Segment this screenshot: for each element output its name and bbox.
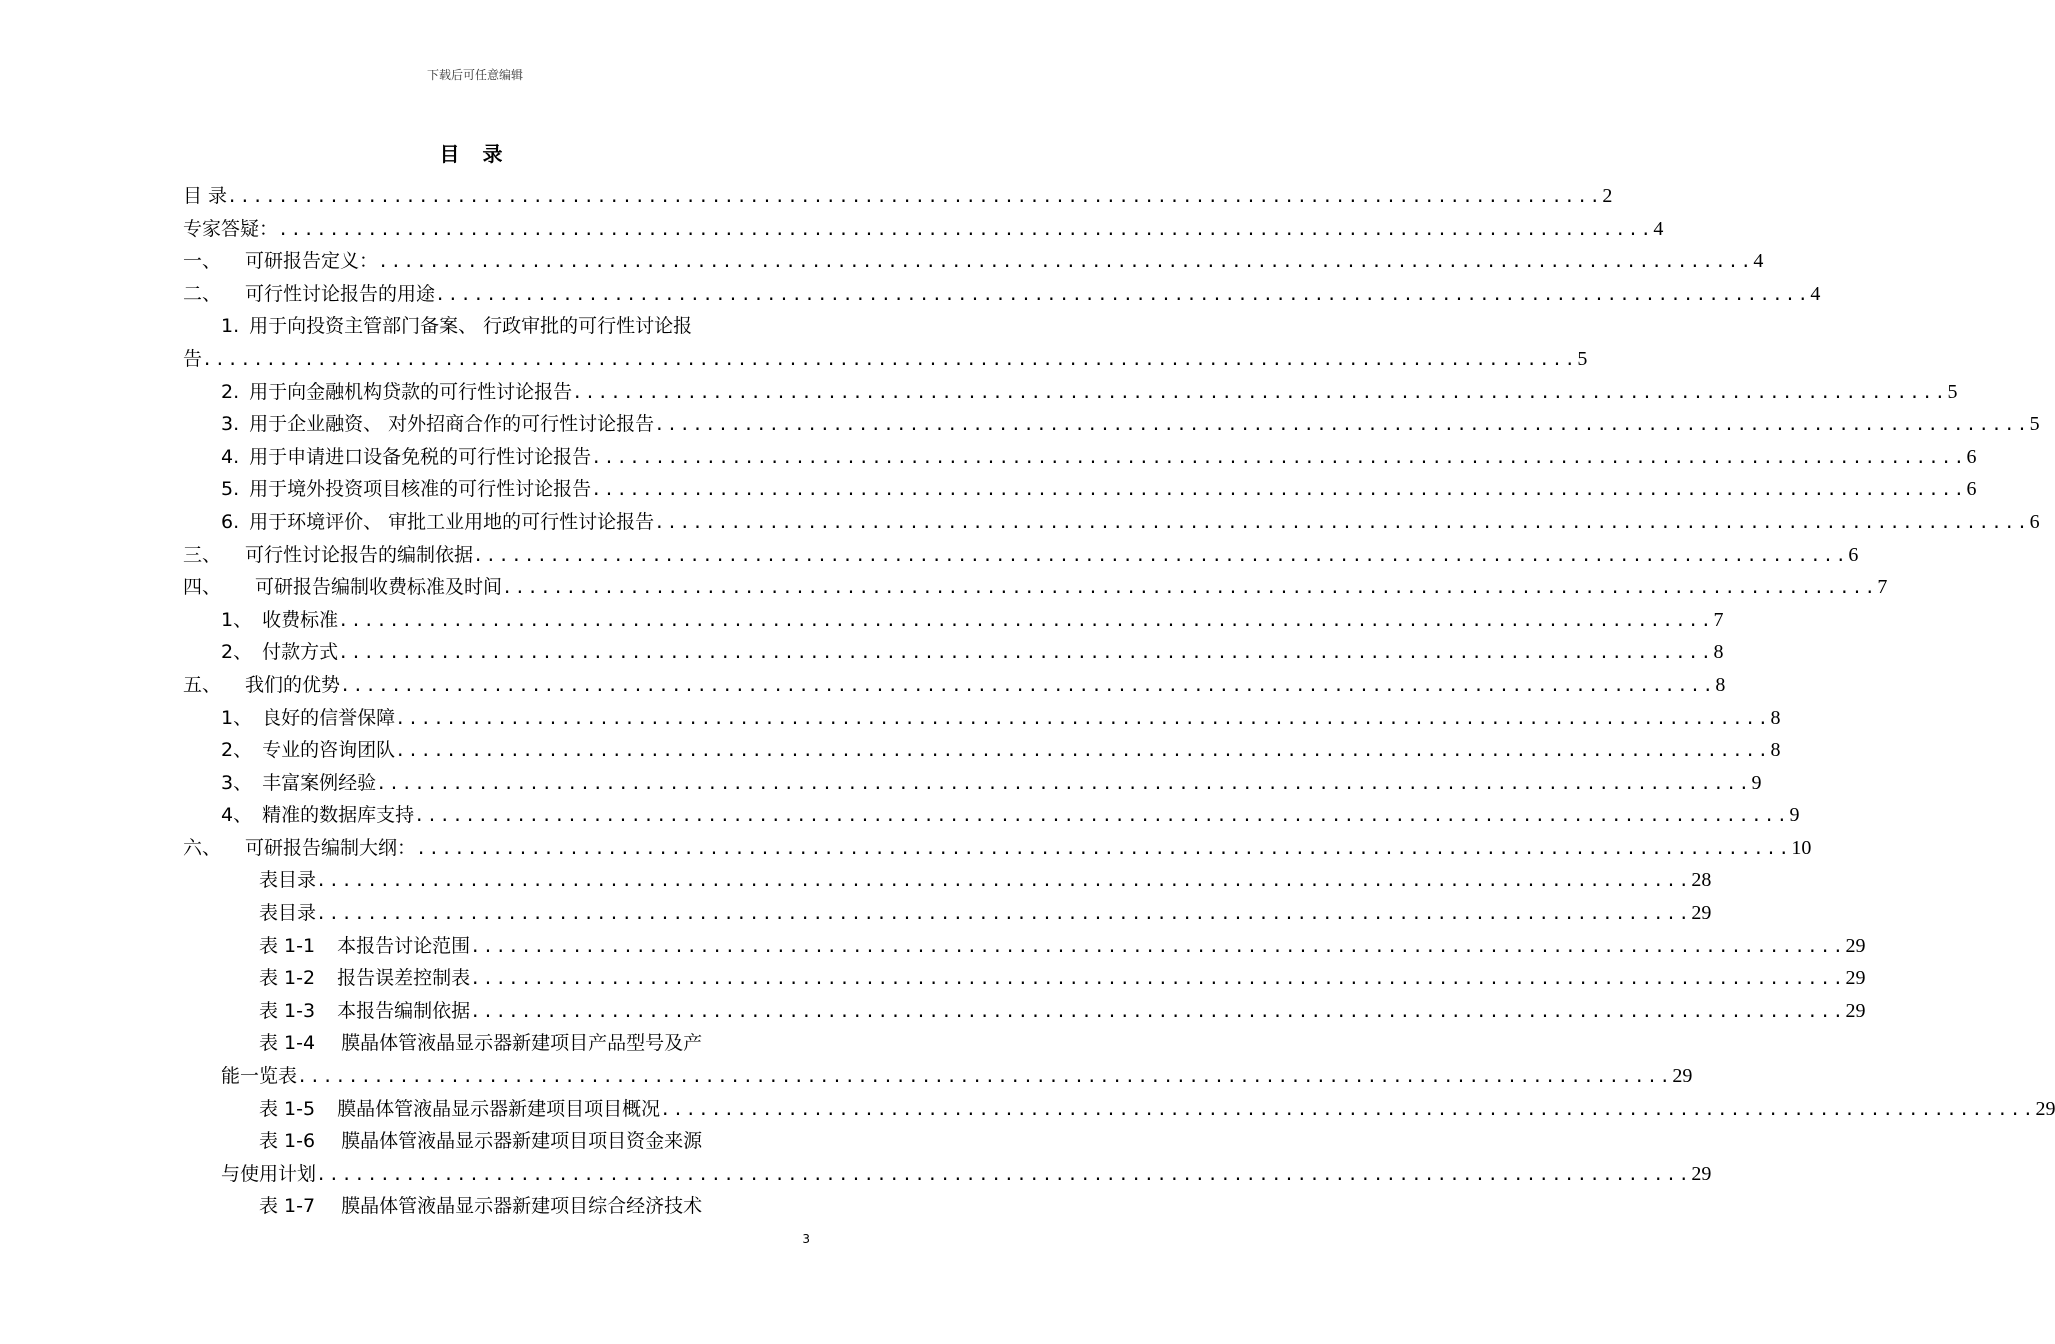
toc-entry-title: 膜晶体管液晶显示器新建项目综合经济技术	[341, 1195, 703, 1218]
toc-entry[interactable]	[183, 962, 1866, 995]
toc-dot-leader: ............................................................................................................	[316, 1164, 1692, 1185]
toc-entry-title: 报告误差控制表	[337, 967, 471, 990]
toc-entry-title: 用于境外投资项目核准的可行性讨论报告	[249, 478, 592, 501]
toc-entry-title: 本报告讨论范围	[337, 934, 471, 957]
toc-entry-page: 6	[1966, 445, 1977, 468]
toc-dot-leader: ............................................................................................................	[338, 643, 1714, 664]
toc-entry-title: 付款方式	[262, 641, 339, 664]
toc-entry-number: 表 1-2	[259, 967, 316, 990]
toc-entry-page: 29	[1845, 999, 1866, 1022]
toc-entry-title: 可研报告定义：	[245, 250, 379, 273]
toc-entry-title: 精准的数据库支持	[262, 804, 415, 827]
toc-dot-leader: ............................................................................................................	[316, 904, 1692, 925]
toc-entry-page: 4	[1653, 217, 1664, 240]
toc-entry-number: 五、	[183, 673, 222, 696]
toc-entry-title: 可行性讨论报告的编制依据	[245, 543, 474, 566]
toc-dot-leader: ............................................................................................................	[297, 1067, 1673, 1088]
toc-entry[interactable]	[183, 441, 1977, 474]
toc-dot-leader: ............................................................................................................	[416, 838, 1792, 859]
toc-entry-title: 用于环境评价、 审批工业用地的可行性讨论报告	[249, 510, 655, 533]
toc-entry-number: 1、	[221, 706, 253, 729]
toc-entry-page: 2	[1602, 185, 1613, 207]
toc-entry-title: 膜晶体管液晶显示器新建项目项目资金来源	[341, 1130, 703, 1153]
toc-entry-number: 表 1-7	[259, 1195, 316, 1218]
toc-dot-leader: ............................................................................................................	[395, 708, 1771, 729]
toc-entry-number: 4.	[221, 445, 240, 468]
toc-entry[interactable]	[183, 734, 1781, 767]
toc-entry-title: 与使用计划	[221, 1162, 317, 1185]
toc-entry-number: 三、	[183, 543, 222, 566]
toc-entry-page: 7	[1877, 576, 1888, 599]
toc-entry-page: 9	[1789, 804, 1800, 827]
toc-entry-title: 可研报告编制收费标准及时间	[255, 576, 503, 599]
toc-entry-number: 2.	[221, 380, 240, 403]
toc-entry-page: 28	[1691, 869, 1712, 892]
toc-entry[interactable]	[183, 1027, 806, 1060]
toc-entry-page: 29	[1691, 1162, 1712, 1185]
toc-entry-number: 表 1-1	[259, 934, 316, 957]
toc-entry-number: 表 1-3	[259, 999, 316, 1022]
toc-dot-leader: ............................................................................................................	[202, 349, 1578, 370]
toc-entry-title: 告	[183, 347, 203, 370]
toc-dot-leader: ............................................................................................................	[654, 512, 2030, 533]
toc-entry-page: 8	[1715, 673, 1726, 696]
toc-dot-leader: ............................................................................................................	[473, 545, 1849, 566]
toc-dot-leader: ............................................................................................................	[502, 578, 1878, 599]
toc-entry[interactable]	[183, 832, 1812, 865]
toc-entry-number: 1、	[221, 608, 253, 631]
toc-dot-leader: ............................................................................................................	[470, 1001, 1846, 1022]
page-header-note: 下载后可任意编辑	[426, 68, 523, 82]
toc-dot-leader: ............................................................................................................	[340, 675, 1716, 696]
toc-entry-title: 用于企业融资、 对外招商合作的可行性讨论报告	[249, 413, 655, 436]
toc-entry[interactable]	[183, 343, 1588, 376]
table-of-contents	[183, 180, 2055, 1223]
toc-entry[interactable]	[183, 799, 1800, 832]
toc-entry-number: 表 1-6	[259, 1130, 316, 1153]
toc-dot-leader: ............................................................................................................	[376, 773, 1752, 794]
toc-entry-page: 7	[1713, 608, 1724, 631]
toc-entry-number: 表 1-5	[259, 1097, 316, 1120]
toc-dot-leader: ............................................................................................................	[591, 480, 1967, 501]
toc-entry-page: 6	[1966, 478, 1977, 501]
toc-dot-leader: ............................................................................................................	[660, 1099, 2036, 1120]
toc-dot-leader: ............................................................................................................	[414, 806, 1790, 827]
page-number: 3	[802, 1232, 810, 1246]
toc-entry-number: 表 1-4	[259, 1032, 316, 1055]
toc-entry-number: 5.	[221, 478, 240, 501]
toc-dot-leader: ............................................................................................................	[654, 415, 2030, 436]
toc-entry[interactable]	[183, 930, 1866, 963]
toc-entry[interactable]	[183, 473, 1977, 506]
toc-entry-page: 5	[2029, 413, 2040, 436]
toc-entry-number: 3、	[221, 771, 253, 794]
toc-entry-number: 一、	[183, 250, 222, 273]
toc-entry-number: 3.	[221, 413, 240, 436]
toc-entry-title: 用于申请进口设备免税的可行性讨论报告	[249, 445, 592, 468]
toc-entry-number: 4、	[221, 804, 253, 827]
toc-entry-page: 29	[2035, 1097, 2055, 1120]
toc-entry[interactable]	[183, 864, 1712, 897]
toc-entry[interactable]	[183, 897, 1712, 930]
toc-entry[interactable]	[183, 636, 1724, 669]
toc-entry-title: 可行性讨论报告的用途	[245, 282, 436, 305]
toc-dot-leader: ............................................................................................................	[278, 219, 1654, 240]
toc-entry[interactable]	[183, 1158, 1712, 1191]
toc-entry-title: 良好的信誉保障	[262, 706, 396, 729]
toc-entry-page: 4	[1753, 250, 1764, 273]
toc-entry[interactable]	[183, 278, 1821, 311]
toc-entry[interactable]	[183, 539, 1859, 572]
toc-entry-title: 膜晶体管液晶显示器新建项目产品型号及产	[341, 1032, 703, 1055]
toc-dot-leader: ............................................................................................................	[338, 610, 1714, 631]
toc-entry-number: 六、	[183, 836, 222, 859]
toc-entry-page: 4	[1810, 282, 1821, 305]
toc-entry[interactable]	[183, 1125, 806, 1158]
toc-entry-page: 8	[1713, 641, 1724, 664]
toc-entry-number: 2、	[221, 641, 253, 664]
toc-entry[interactable]	[183, 310, 806, 343]
toc-entry-title: 本报告编制依据	[337, 999, 471, 1022]
toc-entry-page: 6	[2029, 510, 2040, 533]
toc-entry-title: 专家答疑：	[183, 217, 279, 240]
toc-entry[interactable]	[183, 180, 1613, 213]
toc-entry-number: 6.	[221, 510, 240, 533]
toc-entry-title: 丰富案例经验	[262, 771, 377, 794]
toc-entry-title: 表目录	[259, 869, 317, 892]
toc-dot-leader: ............................................................................................................	[227, 187, 1603, 207]
toc-entry-page: 5	[1577, 347, 1588, 370]
toc-entry-title: 我们的优势	[245, 673, 341, 696]
toc-entry-title: 用于向投资主管部门备案、 行政审批的可行性讨论报	[249, 315, 693, 338]
toc-entry[interactable]	[183, 604, 1724, 637]
toc-dot-leader: ............................................................................................................	[572, 382, 1948, 403]
toc-dot-leader: ............................................................................................................	[470, 936, 1846, 957]
toc-entry-title: 膜晶体管液晶显示器新建项目项目概况	[337, 1097, 661, 1120]
toc-dot-leader: ............................................................................................................	[470, 969, 1846, 990]
toc-dot-leader: ............................................................................................................	[378, 252, 1754, 273]
toc-entry-title: 专业的咨询团队	[262, 739, 396, 762]
toc-entry-page: 29	[1691, 902, 1712, 925]
toc-entry-page: 10	[1791, 836, 1812, 859]
toc-entry-title: 可研报告编制大纲：	[245, 836, 417, 859]
toc-entry-page: 29	[1845, 967, 1866, 990]
toc-entry-page: 8	[1770, 706, 1781, 729]
toc-entry[interactable]	[183, 245, 1764, 278]
toc-entry-title: 用于向金融机构贷款的可行性讨论报告	[249, 380, 573, 403]
toc-dot-leader: ............................................................................................................	[395, 741, 1771, 762]
toc-entry-page: 29	[1845, 934, 1866, 957]
toc-dot-leader: ............................................................................................................	[435, 284, 1811, 305]
toc-entry-page: 29	[1672, 1065, 1693, 1088]
toc-entry-page: 9	[1751, 771, 1762, 794]
toc-entry[interactable]	[183, 995, 1866, 1028]
toc-entry-page: 6	[1848, 543, 1859, 566]
toc-entry[interactable]	[183, 213, 1664, 246]
toc-entry-number: 2、	[221, 739, 253, 762]
toc-entry-title: 表目录	[259, 902, 317, 925]
toc-entry[interactable]	[183, 669, 1726, 702]
toc-entry-title: 能一览表	[221, 1065, 298, 1088]
toc-entry-page: 8	[1770, 739, 1781, 762]
toc-entry[interactable]	[183, 1190, 806, 1223]
toc-entry-number: 四、	[183, 576, 222, 599]
toc-entry[interactable]	[183, 571, 1888, 604]
toc-entry[interactable]	[183, 408, 2040, 441]
toc-entry[interactable]	[183, 767, 1762, 800]
toc-title: 目 录	[439, 142, 511, 166]
toc-entry-number: 二、	[183, 282, 222, 305]
toc-entry-number: 1.	[221, 315, 240, 338]
toc-entry[interactable]	[183, 506, 2040, 539]
toc-entry-page: 5	[1947, 380, 1958, 403]
toc-entry[interactable]	[183, 376, 1958, 409]
toc-entry[interactable]	[183, 702, 1781, 735]
toc-entry-title: 收费标准	[262, 608, 339, 631]
toc-entry[interactable]	[183, 1093, 2055, 1126]
toc-entry[interactable]	[183, 1060, 1693, 1093]
toc-dot-leader: ............................................................................................................	[316, 871, 1692, 892]
toc-dot-leader: ............................................................................................................	[591, 447, 1967, 468]
toc-entry-title: 目 录	[183, 185, 228, 207]
